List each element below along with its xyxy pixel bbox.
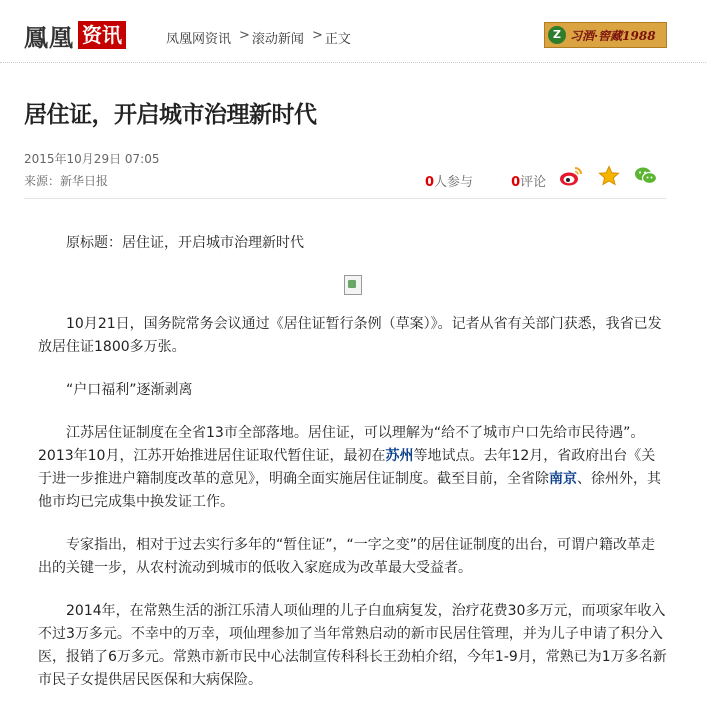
article-paragraph bbox=[38, 422, 668, 514]
broken-image-icon bbox=[344, 275, 362, 295]
meta-divider bbox=[24, 198, 666, 199]
site-logo[interactable] bbox=[24, 20, 126, 50]
engagement-counts bbox=[425, 171, 546, 190]
logo-badge: 资讯 bbox=[78, 21, 126, 49]
ad-banner[interactable] bbox=[544, 22, 667, 48]
link-nanjing[interactable]: 南京 bbox=[549, 471, 577, 487]
article-paragraph: 10月21日，国务院常务会议通过《居住证暂行条例（草案）》。记者从省有关部门获悉，我省已发放居住证1800多万张。 bbox=[38, 316, 662, 355]
article-paragraph: 专家指出，相对于过去实行多年的“暂住证”，“一字之变”的居住证制度的出台，可谓户籍改革走出的关键一步，从农村流动到城市的低收入家庭成为改革最大受益者。 bbox=[38, 537, 656, 576]
breadcrumb-item-rolling-news[interactable]: 滚动新闻 bbox=[251, 32, 304, 47]
article-body bbox=[38, 232, 668, 712]
wechat-icon[interactable] bbox=[634, 164, 658, 188]
ad-logo-icon: Z bbox=[548, 26, 566, 44]
paragraph-text: 、徐州外，其他市均已完成集中换发证工作。 bbox=[38, 471, 661, 510]
article-subheading: “户口福利”逐渐剥离 bbox=[66, 382, 193, 398]
comments-label: 评论 bbox=[520, 175, 547, 190]
logo-text: 鳳凰 bbox=[24, 22, 74, 52]
weibo-icon[interactable] bbox=[559, 164, 583, 188]
breadcrumb bbox=[166, 28, 351, 47]
breadcrumb-item-current: 正文 bbox=[324, 32, 351, 47]
article-paragraph: 2014年，在常熟生活的浙江乐清人项仙理的儿子白血病复发，治疗花费30多万元，而项家年收入不过3万多元。不幸中的万幸，项仙理参加了当年常熟启动的新市民居住管理，并为儿子申请了积分入医，报销了6万多元。常熟市新市民中心法制宣传科科长王劲柏介绍，今年1-9月，常熟已为1万多名新市民子女提供居民医保和大病保险。 bbox=[38, 603, 667, 688]
breadcrumb-item-home[interactable]: 凤凰网资讯 bbox=[166, 32, 232, 47]
chevron-right-icon: > bbox=[311, 28, 323, 43]
link-suzhou[interactable]: 苏州 bbox=[385, 448, 414, 464]
article-paragraph: 原标题：居住证，开启城市治理新时代 bbox=[66, 235, 304, 251]
star-icon[interactable] bbox=[597, 164, 621, 188]
site-header bbox=[0, 0, 706, 62]
ad-text: 习酒·窖藏1988 bbox=[570, 28, 656, 43]
paragraph-text: 等地试点。去年12月，省政府出台《关于进一步推进户籍制度改革的意见》，明确全面实施居住证制度。截至目前，全省除 bbox=[38, 448, 656, 487]
article-date: 2015年10月29日 07:05 bbox=[24, 152, 160, 166]
header-divider bbox=[0, 62, 706, 63]
participants-link[interactable] bbox=[425, 171, 473, 190]
paragraph-text: 江苏居住证制度在全省13市全部落地。居住证，可以理解为“给不了城市户口先给市民待遇”。2013年10月，江苏开始推进居住证取代暂住证，最初在 bbox=[38, 425, 645, 464]
article-source: 来源：新华日报 bbox=[24, 174, 109, 188]
comments-count: 0 bbox=[511, 175, 521, 190]
participants-label: 人参与 bbox=[434, 175, 474, 190]
article-title: 居住证，开启城市治理新时代 bbox=[24, 102, 317, 128]
comments-link[interactable] bbox=[511, 171, 546, 190]
chevron-right-icon: > bbox=[239, 28, 250, 43]
participants-count: 0 bbox=[425, 175, 435, 190]
